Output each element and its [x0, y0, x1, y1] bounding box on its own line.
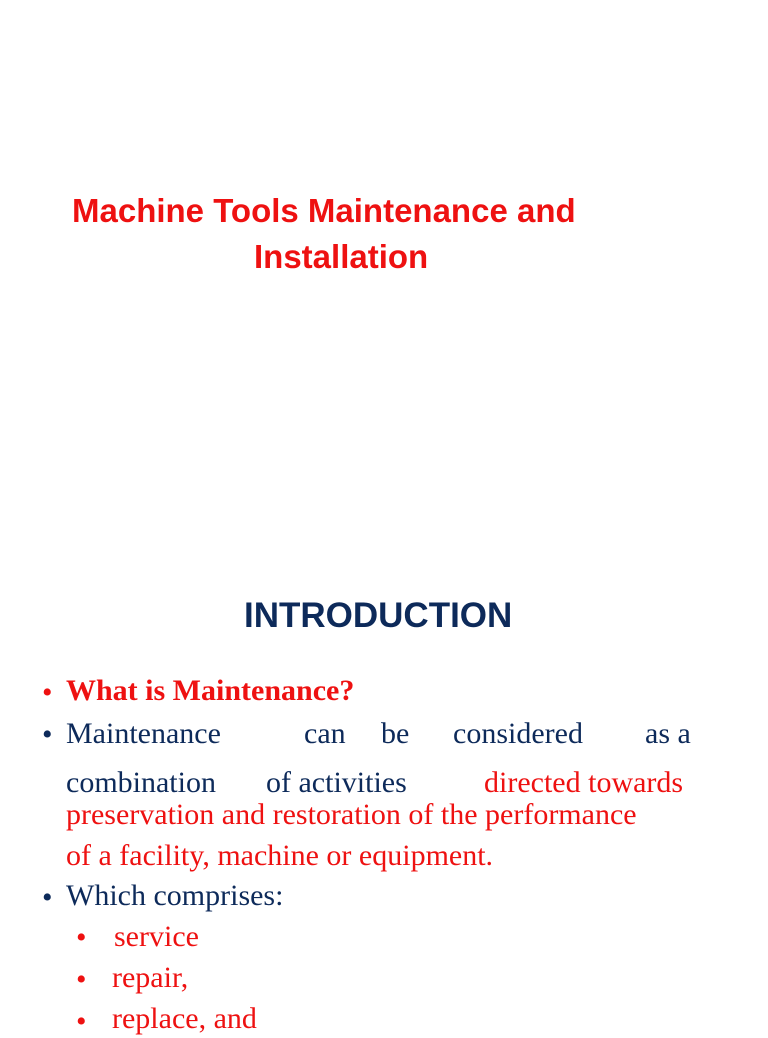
sub-item-service: service [114, 920, 199, 953]
sub-bullet-glyph: • [76, 963, 87, 996]
definition-highlight: preservation and restoration of the performance [66, 798, 637, 831]
bullet-glyph: • [42, 881, 53, 914]
definition-word: as a [645, 717, 691, 750]
question-what-is-maintenance: What is Maintenance? [66, 674, 355, 707]
definition-word: be [381, 717, 410, 750]
which-comprises-label: Which comprises: [66, 879, 284, 912]
definition-word: combination [66, 766, 216, 799]
sub-bullet-glyph: • [76, 921, 87, 954]
section-heading: INTRODUCTION [244, 596, 513, 635]
definition-word: considered [453, 717, 583, 750]
bullet-glyph: • [42, 718, 53, 751]
sub-item-repair: repair, [112, 961, 189, 994]
definition-word: can [304, 717, 346, 750]
definition-word: of activities [266, 766, 407, 799]
definition-highlight: of a facility, machine or equipment. [66, 839, 494, 872]
slide-title-line-2: Installation [254, 238, 429, 275]
definition-highlight: directed towards [484, 766, 684, 799]
definition-word: Maintenance [66, 717, 221, 750]
bullet-glyph: • [42, 676, 53, 709]
sub-item-replace: replace, and [112, 1002, 257, 1035]
slide-title-line-1: Machine Tools Maintenance and [72, 192, 576, 229]
sub-bullet-glyph: • [76, 1005, 87, 1038]
